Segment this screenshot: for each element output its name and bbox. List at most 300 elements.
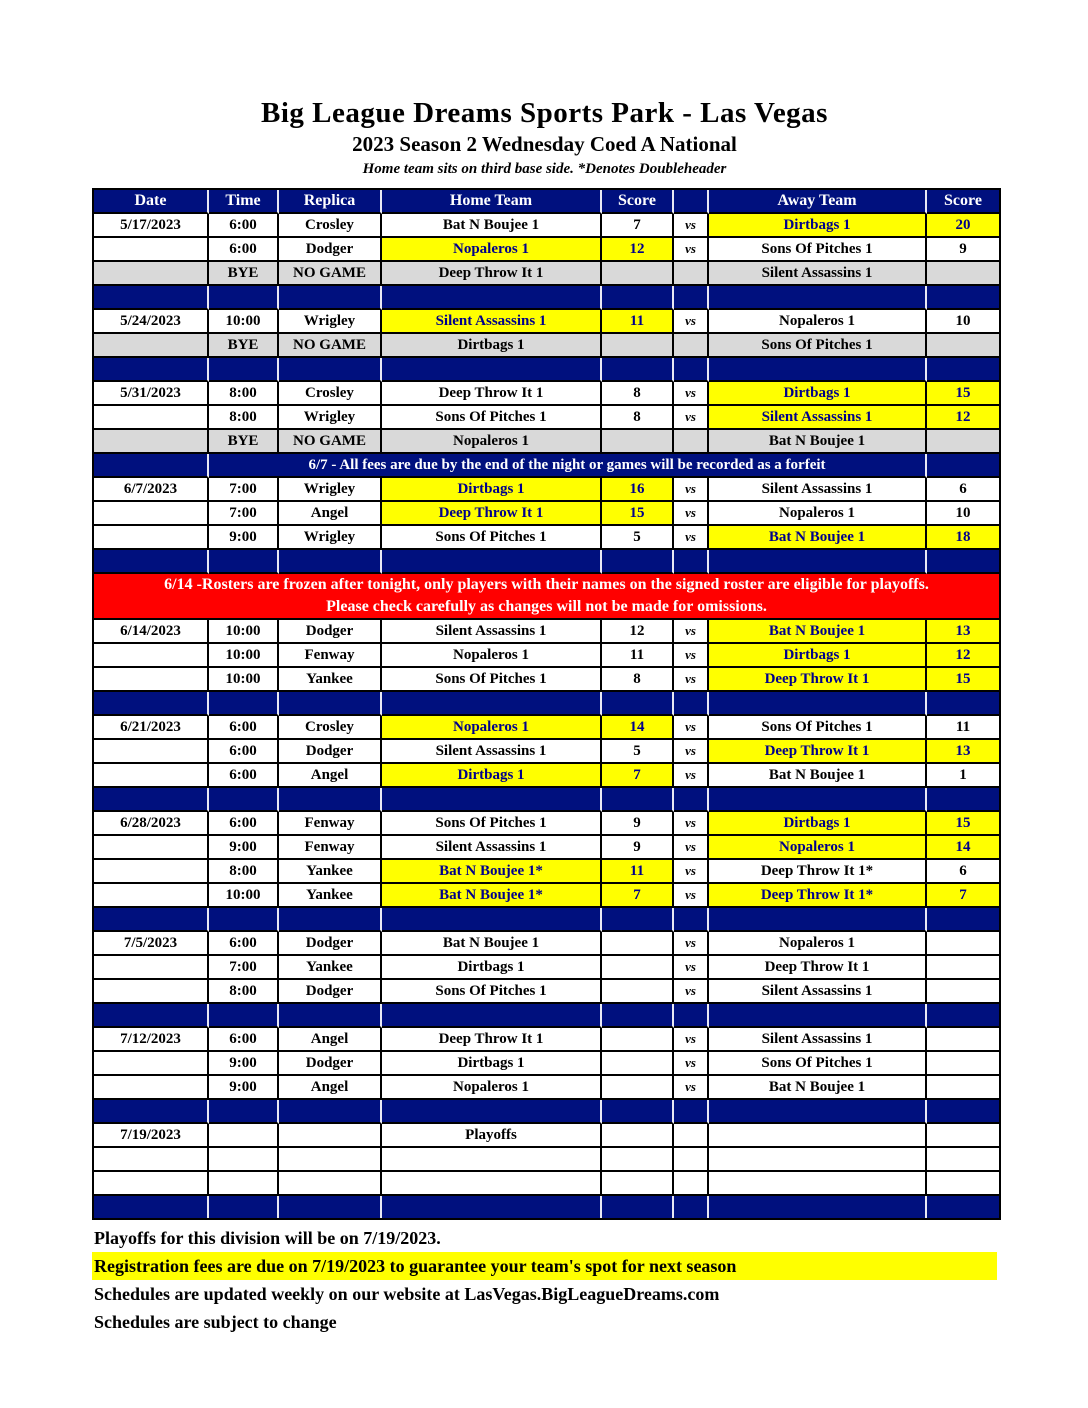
away-score-cell: 20 <box>927 214 999 238</box>
replica-cell: Wrigley <box>279 406 382 430</box>
home-team-cell: Bat N Boujee 1* <box>382 860 602 884</box>
separator-cell <box>709 1196 927 1218</box>
vs-cell <box>674 262 709 286</box>
separator-cell <box>602 908 674 932</box>
away-score-cell: 6 <box>927 860 999 884</box>
separator-cell <box>674 788 709 812</box>
home-score-cell: 9 <box>602 836 674 860</box>
column-header-date: Date <box>94 190 209 214</box>
away-score-cell: 1 <box>927 764 999 788</box>
home-team-cell: Dirtbags 1 <box>382 956 602 980</box>
date-cell <box>94 502 209 526</box>
time-cell <box>209 1124 279 1148</box>
away-score-cell <box>927 1124 999 1148</box>
home-score-cell: 11 <box>602 860 674 884</box>
home-score-cell <box>602 1052 674 1076</box>
game-row <box>94 740 999 764</box>
game-row <box>94 884 999 908</box>
game-row <box>94 716 999 740</box>
home-team-cell: Deep Throw It 1 <box>382 262 602 286</box>
home-team-cell: Nopaleros 1 <box>382 644 602 668</box>
date-cell <box>94 860 209 884</box>
away-score-cell: 7 <box>927 884 999 908</box>
separator-cell <box>94 550 209 574</box>
date-cell: 5/17/2023 <box>94 214 209 238</box>
home-score-cell <box>602 1076 674 1100</box>
home-team-cell: Nopaleros 1 <box>382 716 602 740</box>
date-cell <box>94 1148 209 1172</box>
time-cell: 6:00 <box>209 716 279 740</box>
separator-cell <box>709 908 927 932</box>
separator-cell <box>209 1196 279 1218</box>
date-cell <box>94 454 209 478</box>
separator-cell <box>209 286 279 310</box>
away-score-cell: 9 <box>927 238 999 262</box>
separator-cell <box>927 1196 999 1218</box>
away-team-cell: Silent Assassins 1 <box>709 980 927 1004</box>
away-score-cell <box>927 932 999 956</box>
game-row <box>94 668 999 692</box>
separator-cell <box>674 1196 709 1218</box>
home-score-cell: 8 <box>602 406 674 430</box>
replica-cell: Yankee <box>279 956 382 980</box>
column-header-replica: Replica <box>279 190 382 214</box>
away-team-cell <box>709 1172 927 1196</box>
home-team-cell: Dirtbags 1 <box>382 764 602 788</box>
away-score-cell <box>927 956 999 980</box>
home-score-cell <box>602 1172 674 1196</box>
separator-row <box>94 788 999 812</box>
game-row <box>94 382 999 406</box>
date-cell: 6/14/2023 <box>94 620 209 644</box>
time-cell: 10:00 <box>209 884 279 908</box>
date-cell <box>94 334 209 358</box>
replica-cell: Wrigley <box>279 526 382 550</box>
date-cell <box>94 526 209 550</box>
separator-cell <box>94 1004 209 1028</box>
replica-cell <box>279 1172 382 1196</box>
date-cell <box>94 644 209 668</box>
separator-cell <box>602 358 674 382</box>
away-score-cell: 15 <box>927 382 999 406</box>
home-team-cell: Nopaleros 1 <box>382 1076 602 1100</box>
date-cell <box>94 980 209 1004</box>
home-score-cell: 12 <box>602 238 674 262</box>
date-cell: 6/7/2023 <box>94 478 209 502</box>
separator-row <box>94 1196 999 1218</box>
home-team-cell: Bat N Boujee 1 <box>382 932 602 956</box>
replica-cell: Dodger <box>279 740 382 764</box>
game-row <box>94 620 999 644</box>
vs-cell: vs <box>674 932 709 956</box>
separator-row <box>94 1004 999 1028</box>
home-score-cell: 15 <box>602 502 674 526</box>
separator-cell <box>382 286 602 310</box>
replica-cell: Fenway <box>279 812 382 836</box>
separator-cell <box>279 1100 382 1124</box>
time-cell: 8:00 <box>209 980 279 1004</box>
game-row <box>94 502 999 526</box>
separator-cell <box>602 1004 674 1028</box>
vs-cell: vs <box>674 764 709 788</box>
vs-cell: vs <box>674 884 709 908</box>
schedule-table <box>92 188 1001 1220</box>
game-row <box>94 478 999 502</box>
vs-cell: vs <box>674 214 709 238</box>
away-score-cell <box>927 1052 999 1076</box>
vs-cell <box>674 1124 709 1148</box>
game-row <box>94 932 999 956</box>
home-team-cell: Deep Throw It 1 <box>382 382 602 406</box>
date-cell: 5/31/2023 <box>94 382 209 406</box>
vs-cell: vs <box>674 644 709 668</box>
empty-row <box>94 1172 999 1196</box>
time-cell: 6:00 <box>209 238 279 262</box>
vs-cell <box>674 1172 709 1196</box>
separator-cell <box>709 788 927 812</box>
date-cell: 7/5/2023 <box>94 932 209 956</box>
time-cell: 6:00 <box>209 764 279 788</box>
vs-cell: vs <box>674 382 709 406</box>
home-score-cell: 7 <box>602 884 674 908</box>
replica-cell: NO GAME <box>279 334 382 358</box>
separator-cell <box>209 1004 279 1028</box>
away-team-cell: Deep Throw It 1 <box>709 740 927 764</box>
date-cell: 6/21/2023 <box>94 716 209 740</box>
home-team-cell: Silent Assassins 1 <box>382 836 602 860</box>
date-cell: 6/28/2023 <box>94 812 209 836</box>
separator-cell <box>382 358 602 382</box>
away-team-cell: Deep Throw It 1 <box>709 668 927 692</box>
separator-cell <box>927 550 999 574</box>
home-score-cell: 11 <box>602 310 674 334</box>
away-team-cell: Nopaleros 1 <box>709 836 927 860</box>
home-score-cell <box>602 956 674 980</box>
home-team-cell: Silent Assassins 1 <box>382 310 602 334</box>
home-team-cell: Silent Assassins 1 <box>382 620 602 644</box>
away-score-cell <box>927 262 999 286</box>
date-cell <box>94 1076 209 1100</box>
game-row <box>94 1028 999 1052</box>
vs-cell <box>674 1148 709 1172</box>
game-row <box>94 644 999 668</box>
away-team-cell: Nopaleros 1 <box>709 310 927 334</box>
vs-cell: vs <box>674 860 709 884</box>
separator-cell <box>927 908 999 932</box>
away-score-cell: 15 <box>927 812 999 836</box>
game-row <box>94 812 999 836</box>
separator-cell <box>709 1100 927 1124</box>
title-block <box>92 96 997 180</box>
separator-cell <box>279 908 382 932</box>
separator-cell <box>382 550 602 574</box>
away-score-cell <box>927 1076 999 1100</box>
vs-cell: vs <box>674 406 709 430</box>
home-score-cell <box>602 1124 674 1148</box>
vs-cell: vs <box>674 238 709 262</box>
registration-fees-note: Registration fees are due on 7/19/2023 to guarantee your team's spot for next season <box>92 1252 997 1280</box>
separator-cell <box>382 1004 602 1028</box>
bye-row <box>94 262 999 286</box>
separator-cell <box>927 358 999 382</box>
header-row <box>94 190 999 214</box>
time-cell: 6:00 <box>209 932 279 956</box>
date-cell <box>94 764 209 788</box>
separator-cell <box>674 358 709 382</box>
separator-cell <box>602 1196 674 1218</box>
time-cell: 9:00 <box>209 526 279 550</box>
roster-freeze-notice-text: 6/14 -Rosters are frozen after tonight, only players with their names on the signed roster are eligible for playoffs. Please check carefully as changes will not be made for omissions. <box>94 574 999 620</box>
separator-cell <box>927 286 999 310</box>
away-score-cell: 18 <box>927 526 999 550</box>
playoffs-date-note: Playoffs for this division will be on 7/19/2023. <box>94 1228 441 1248</box>
time-cell: 10:00 <box>209 310 279 334</box>
replica-cell: Dodger <box>279 980 382 1004</box>
home-score-cell: 8 <box>602 668 674 692</box>
separator-cell <box>602 286 674 310</box>
separator-row <box>94 908 999 932</box>
separator-cell <box>674 1004 709 1028</box>
game-row <box>94 310 999 334</box>
home-team-cell: Sons Of Pitches 1 <box>382 980 602 1004</box>
bye-row <box>94 430 999 454</box>
home-score-cell <box>602 1148 674 1172</box>
game-row <box>94 860 999 884</box>
replica-cell: Angel <box>279 502 382 526</box>
separator-cell <box>279 1196 382 1218</box>
home-team-cell: Bat N Boujee 1 <box>382 214 602 238</box>
home-score-cell <box>602 334 674 358</box>
time-cell <box>209 1148 279 1172</box>
away-team-cell: Sons Of Pitches 1 <box>709 238 927 262</box>
separator-cell <box>209 788 279 812</box>
home-score-cell: 7 <box>602 764 674 788</box>
game-row <box>94 238 999 262</box>
time-cell: 8:00 <box>209 860 279 884</box>
away-team-cell: Dirtbags 1 <box>709 812 927 836</box>
time-cell: 9:00 <box>209 1076 279 1100</box>
separator-cell <box>602 692 674 716</box>
away-team-cell: Bat N Boujee 1 <box>709 620 927 644</box>
column-header-score: Score <box>602 190 674 214</box>
replica-cell: Angel <box>279 764 382 788</box>
home-team-cell: Silent Assassins 1 <box>382 740 602 764</box>
time-cell <box>209 1172 279 1196</box>
separator-cell <box>602 550 674 574</box>
away-score-cell <box>927 334 999 358</box>
separator-cell <box>94 286 209 310</box>
replica-cell: Crosley <box>279 382 382 406</box>
away-score-cell <box>927 1148 999 1172</box>
home-team-cell: Sons Of Pitches 1 <box>382 406 602 430</box>
away-score-cell <box>927 1172 999 1196</box>
time-cell: BYE <box>209 334 279 358</box>
away-team-cell: Silent Assassins 1 <box>709 478 927 502</box>
replica-cell <box>279 1148 382 1172</box>
date-cell <box>94 430 209 454</box>
date-cell <box>94 668 209 692</box>
separator-cell <box>279 286 382 310</box>
home-team-cell: Playoffs <box>382 1124 602 1148</box>
home-team-cell: Dirtbags 1 <box>382 478 602 502</box>
time-cell: 10:00 <box>209 620 279 644</box>
column-header-away-team: Away Team <box>709 190 927 214</box>
time-cell: 8:00 <box>209 406 279 430</box>
vs-cell: vs <box>674 668 709 692</box>
replica-cell: NO GAME <box>279 430 382 454</box>
home-score-cell: 16 <box>602 478 674 502</box>
separator-cell <box>94 692 209 716</box>
separator-cell <box>674 550 709 574</box>
replica-cell <box>279 1124 382 1148</box>
separator-row <box>94 358 999 382</box>
separator-cell <box>279 788 382 812</box>
replica-cell: Wrigley <box>279 478 382 502</box>
game-row <box>94 956 999 980</box>
separator-cell <box>674 908 709 932</box>
column-header-time: Time <box>209 190 279 214</box>
separator-row <box>94 1100 999 1124</box>
date-cell <box>94 884 209 908</box>
vs-cell: vs <box>674 1052 709 1076</box>
separator-cell <box>709 692 927 716</box>
vs-cell: vs <box>674 716 709 740</box>
game-row <box>94 1076 999 1100</box>
replica-cell: Angel <box>279 1028 382 1052</box>
away-score-cell: 14 <box>927 836 999 860</box>
time-cell: 6:00 <box>209 812 279 836</box>
vs-cell: vs <box>674 526 709 550</box>
away-score-cell <box>927 454 999 478</box>
away-team-cell: Sons Of Pitches 1 <box>709 716 927 740</box>
separator-cell <box>94 788 209 812</box>
away-score-cell: 10 <box>927 310 999 334</box>
away-team-cell: Nopaleros 1 <box>709 932 927 956</box>
date-cell: 5/24/2023 <box>94 310 209 334</box>
separator-cell <box>279 550 382 574</box>
playoffs-row <box>94 1124 999 1148</box>
away-score-cell: 15 <box>927 668 999 692</box>
date-cell <box>94 836 209 860</box>
game-row <box>94 526 999 550</box>
away-team-cell <box>709 1124 927 1148</box>
separator-row <box>94 550 999 574</box>
away-score-cell: 13 <box>927 620 999 644</box>
vs-cell: vs <box>674 812 709 836</box>
home-team-cell: Bat N Boujee 1* <box>382 884 602 908</box>
vs-cell: vs <box>674 620 709 644</box>
website-note: Schedules are updated weekly on our website at LasVegas.BigLeagueDreams.com <box>94 1284 720 1304</box>
home-team-cell: Sons Of Pitches 1 <box>382 526 602 550</box>
subject-to-change-note: Schedules are subject to change <box>94 1312 337 1332</box>
away-score-cell: 13 <box>927 740 999 764</box>
home-score-cell: 12 <box>602 620 674 644</box>
time-cell: 9:00 <box>209 836 279 860</box>
separator-row <box>94 286 999 310</box>
separator-cell <box>209 692 279 716</box>
division-subtitle: 2023 Season 2 Wednesday Coed A National <box>352 132 737 156</box>
home-score-cell <box>602 932 674 956</box>
date-cell <box>94 262 209 286</box>
home-team-cell: Deep Throw It 1 <box>382 502 602 526</box>
separator-cell <box>94 908 209 932</box>
column-header-home-team: Home Team <box>382 190 602 214</box>
away-team-cell: Nopaleros 1 <box>709 502 927 526</box>
game-row <box>94 836 999 860</box>
game-row <box>94 1052 999 1076</box>
home-team-cell: Sons Of Pitches 1 <box>382 812 602 836</box>
away-team-cell: Bat N Boujee 1 <box>709 430 927 454</box>
replica-cell: Yankee <box>279 884 382 908</box>
fees-notice-row <box>94 454 999 478</box>
date-cell <box>94 238 209 262</box>
fees-notice-text: 6/7 - All fees are due by the end of the night or games will be recorded as a forfeit <box>209 454 927 478</box>
replica-cell: Yankee <box>279 860 382 884</box>
separator-cell <box>602 788 674 812</box>
separator-cell <box>382 908 602 932</box>
date-cell <box>94 740 209 764</box>
away-team-cell: Silent Assassins 1 <box>709 406 927 430</box>
replica-cell: Dodger <box>279 932 382 956</box>
schedule-table-header <box>94 190 999 214</box>
date-cell: 7/12/2023 <box>94 1028 209 1052</box>
away-team-cell: Sons Of Pitches 1 <box>709 1052 927 1076</box>
separator-cell <box>209 358 279 382</box>
separator-cell <box>602 1100 674 1124</box>
away-team-cell: Deep Throw It 1* <box>709 860 927 884</box>
replica-cell: Angel <box>279 1076 382 1100</box>
home-team-cell: Sons Of Pitches 1 <box>382 668 602 692</box>
away-team-cell: Bat N Boujee 1 <box>709 764 927 788</box>
vs-cell <box>674 334 709 358</box>
time-cell: BYE <box>209 430 279 454</box>
separator-cell <box>927 1100 999 1124</box>
vs-cell: vs <box>674 1028 709 1052</box>
away-team-cell: Dirtbags 1 <box>709 644 927 668</box>
vs-cell: vs <box>674 956 709 980</box>
home-score-cell: 8 <box>602 382 674 406</box>
separator-cell <box>279 692 382 716</box>
away-team-cell: Bat N Boujee 1 <box>709 526 927 550</box>
separator-cell <box>382 692 602 716</box>
separator-cell <box>382 1196 602 1218</box>
replica-cell: NO GAME <box>279 262 382 286</box>
home-team-cell: Dirtbags 1 <box>382 1052 602 1076</box>
away-score-cell: 11 <box>927 716 999 740</box>
away-score-cell <box>927 1028 999 1052</box>
replica-cell: Fenway <box>279 644 382 668</box>
time-cell: 7:00 <box>209 478 279 502</box>
away-team-cell: Sons Of Pitches 1 <box>709 334 927 358</box>
date-cell <box>94 406 209 430</box>
replica-cell: Dodger <box>279 620 382 644</box>
date-cell <box>94 1172 209 1196</box>
separator-row <box>94 692 999 716</box>
vs-cell <box>674 430 709 454</box>
separator-cell <box>927 692 999 716</box>
vs-cell: vs <box>674 740 709 764</box>
separator-cell <box>209 550 279 574</box>
away-score-cell <box>927 980 999 1004</box>
away-score-cell <box>927 430 999 454</box>
vs-cell: vs <box>674 310 709 334</box>
away-team-cell: Silent Assassins 1 <box>709 262 927 286</box>
home-team-cell <box>382 1172 602 1196</box>
time-cell: 7:00 <box>209 502 279 526</box>
separator-cell <box>209 1100 279 1124</box>
page-title: Big League Dreams Sports Park - Las Vegas <box>261 97 828 129</box>
separator-cell <box>709 1004 927 1028</box>
